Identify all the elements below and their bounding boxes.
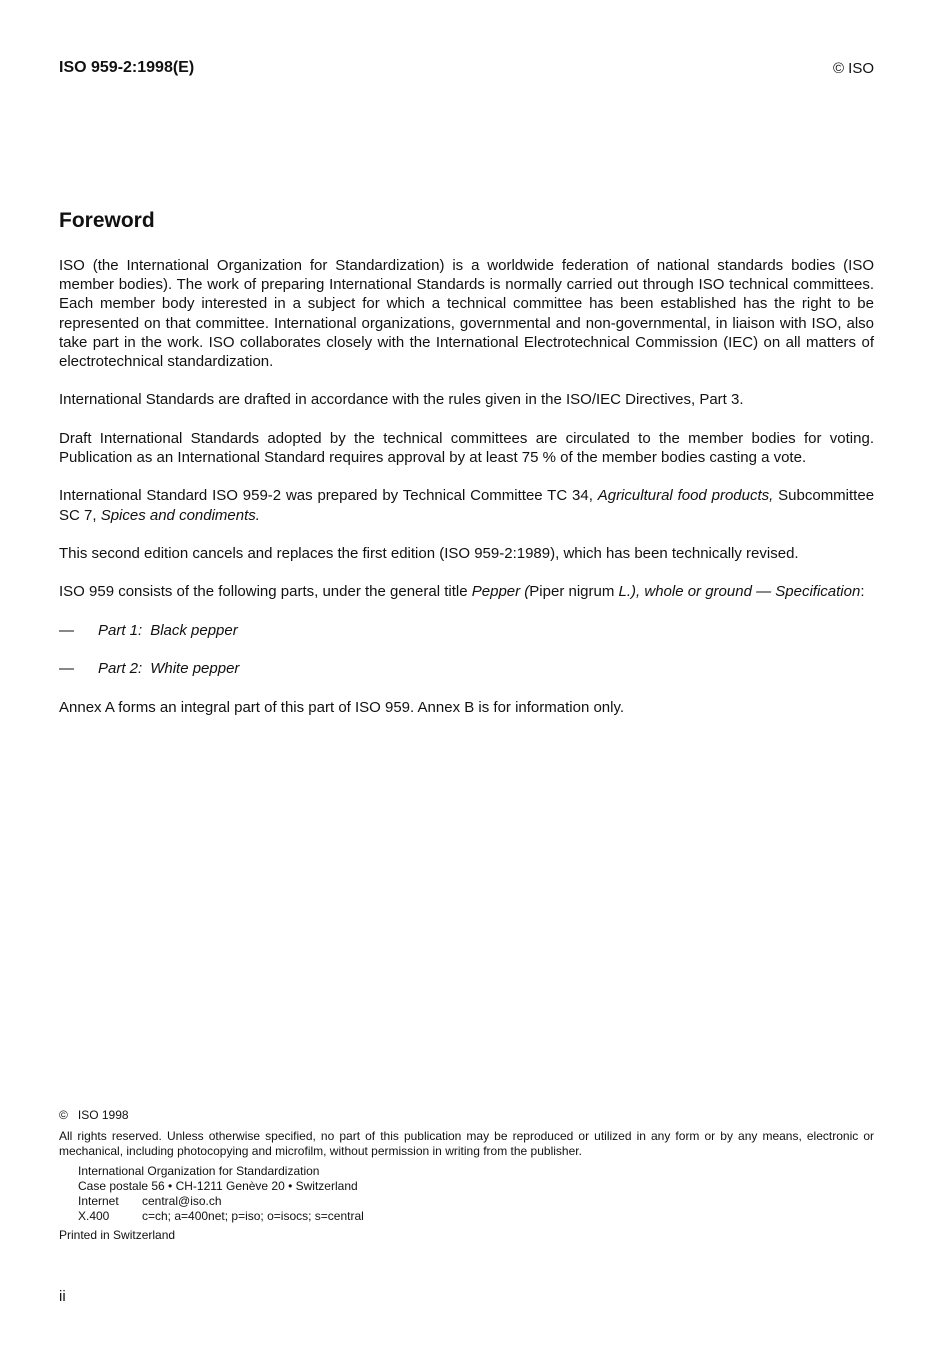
list-item <box>59 621 874 640</box>
paragraph-annexes: Annex A forms an integral part of this part of ISO 959. Annex B is for information only. <box>59 698 625 716</box>
paragraph-parts-intro <box>59 582 874 601</box>
copyright-symbol: © <box>59 1108 68 1122</box>
general-title-a: Pepper ( <box>471 583 530 601</box>
committee-name: Agricultural food products, <box>597 487 774 505</box>
list-dash: — <box>59 621 74 639</box>
org-name: International Organization for Standardization <box>78 1163 320 1178</box>
internet-line <box>78 1194 874 1209</box>
paragraph-edition: This second edition cancels and replaces the first edition (ISO 959-2:1989), which has been technically revised. <box>59 544 799 562</box>
postal-address: Case postale 56 • CH-1211 Genève 20 • Switzerland <box>78 1178 358 1193</box>
x400-line <box>78 1209 874 1224</box>
part-name: White pepper <box>150 660 240 678</box>
publisher-address <box>59 1164 874 1225</box>
rights-statement: All rights reserved. Unless otherwise specified, no part of this publication may be reproduced or utilized in any form or by any means, electronic or mechanical, including photocopying and microfilm, without permission in writing from the publisher. <box>59 1129 874 1159</box>
printed-in: Printed in Switzerland <box>59 1228 176 1243</box>
header-copyright: © ISO <box>832 60 874 77</box>
paragraph-draft-standards: Draft International Standards adopted by the technical committees are circulated to the member bodies for voting. Publication as an International Standard requires approval by at least 75 % of the member bodies casting a vote. <box>59 429 874 466</box>
parts-prefix: ISO 959 consists of the following parts, under the general title <box>59 583 468 601</box>
part-entry <box>98 621 238 640</box>
paragraph-preparation <box>59 486 874 524</box>
part-entry <box>98 659 239 678</box>
paragraph-directives: International Standards are drafted in accordance with the rules given in the ISO/IEC Directives, Part 3. <box>59 391 744 409</box>
internet-label: Internet <box>78 1194 119 1209</box>
part-number: Part 2: <box>98 660 143 678</box>
x400-value: c=ch; a=400net; p=iso; o=isocs; s=central <box>142 1209 364 1224</box>
prep-prefix: International Standard ISO 959-2 was prepared by Technical Committee TC 34, <box>59 487 593 505</box>
copyright-footer <box>59 1108 874 1244</box>
paragraph-iso-intro: ISO (the International Organization for Standardization) is a worldwide federation of national standards bodies (ISO member bodies). The work of preparing International Standards is normally carried out through ISO technical committees. Each member body interested in a subject for which a technical committee has been established has the right to be represented on that committee. International organizations, governmental and non-governmental, in liaison with ISO, also take part in the work. ISO collaborates closely with the International Electrotechnical Commission (IEC) on all matters of electrotechnical standardization. <box>59 257 874 371</box>
subcommittee-prefix: Subcommittee SC 7, <box>59 487 875 524</box>
parts-suffix: : <box>860 583 865 601</box>
general-title-c: L.), whole or ground — Specification <box>618 583 861 601</box>
part-number: Part 1: <box>98 621 143 639</box>
part-name: Black pepper <box>150 621 238 639</box>
x400-label: X.400 <box>78 1209 110 1224</box>
list-item <box>59 659 874 678</box>
footer-copyright <box>59 1108 874 1123</box>
document-id: ISO 959-2:1998(E) <box>59 59 195 76</box>
foreword-body <box>59 256 874 736</box>
page-title: Foreword <box>59 209 155 232</box>
page-number: ii <box>59 1288 66 1305</box>
copyright-year: ISO 1998 <box>77 1108 129 1122</box>
subcommittee-name: Spices and condiments. <box>100 506 260 524</box>
list-dash: — <box>59 660 74 678</box>
internet-value: central@iso.ch <box>142 1194 222 1209</box>
general-title-b: Piper nigrum <box>529 583 615 601</box>
